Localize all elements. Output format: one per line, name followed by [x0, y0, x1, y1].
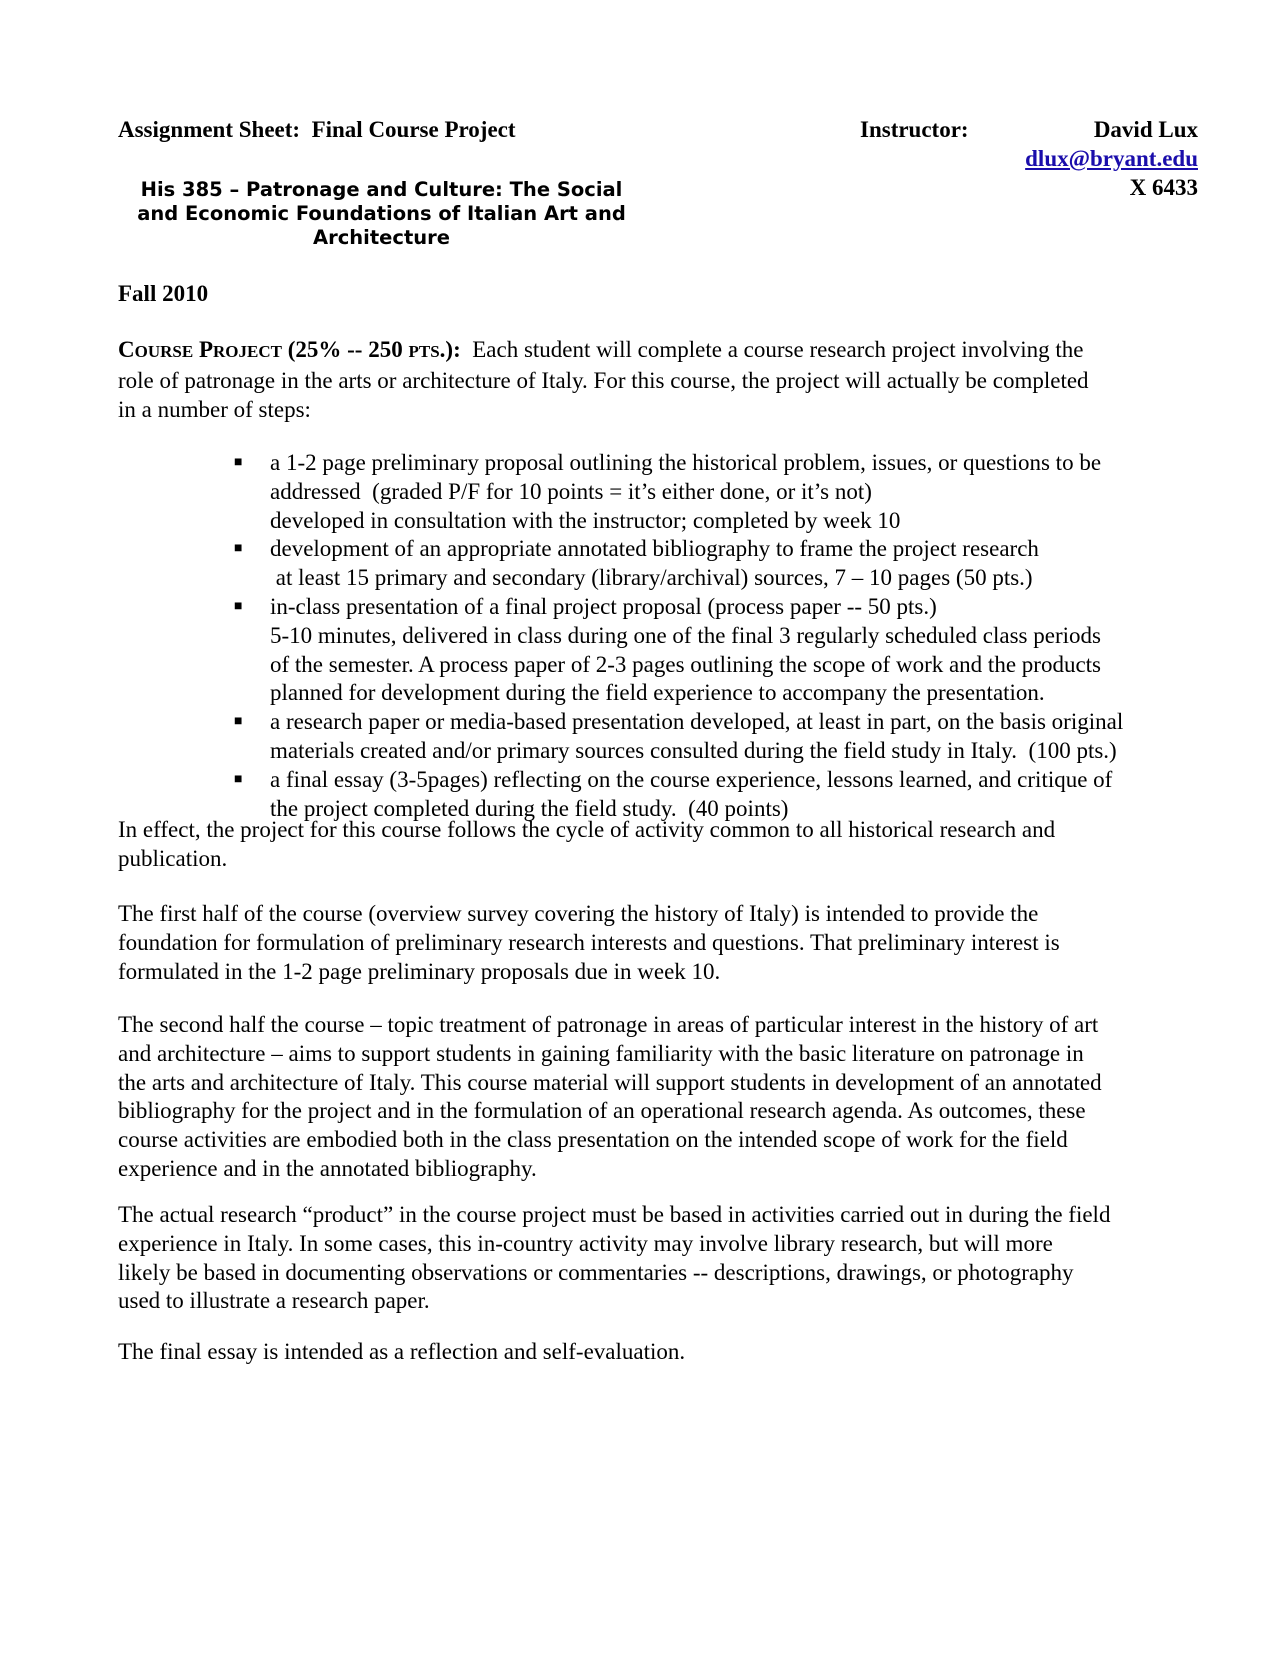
paragraph-line: used to illustrate a research paper.: [118, 1288, 430, 1314]
paragraph-line: likely be based in documenting observations or commentaries -- descriptions, drawings, or photography: [118, 1259, 1074, 1285]
bullet-icon: ■: [234, 598, 243, 614]
project-step-item: [118, 535, 1208, 593]
intro-text: role of patronage in the arts or architecture of Italy. For this course, the project will actually be completed: [118, 367, 1089, 393]
paragraph-line: The first half of the course (overview survey covering the history of Italy) is intended to provide the: [118, 901, 1039, 926]
project-step-item: [118, 766, 1208, 824]
step-text-line: the project completed during the field study. (40 points): [270, 795, 789, 821]
project-step-item: [118, 593, 1208, 708]
project-steps-list: [118, 449, 1208, 823]
body-paragraph: [118, 816, 1213, 874]
document-page: [118, 116, 1198, 1364]
step-text-line: planned for development during the field experience to accompany the presentation.: [270, 680, 1045, 706]
paragraph-line: formulated in the 1-2 page preliminary proposals due in week 10.: [118, 958, 721, 984]
paragraph-line: and architecture – aims to support students in gaining familiarity with the basic literature on patronage in: [118, 1040, 1084, 1066]
instructor-phone: X 6433: [1129, 174, 1198, 200]
paragraph-line: experience and in the annotated bibliography.: [118, 1155, 537, 1181]
project-step-item: [118, 449, 1208, 535]
step-text-line: of the semester. A process paper of 2-3 pages outlining the scope of work and the products: [270, 651, 1101, 677]
paragraph-line: publication.: [118, 845, 228, 871]
bullet-icon: ■: [234, 714, 243, 730]
project-step-item: [118, 708, 1208, 766]
step-text-line: at least 15 primary and secondary (library/archival) sources, 7 – 10 pages (50 pts.): [270, 565, 1033, 591]
paragraph-line: The second half the course – topic treatment of patronage in areas of particular interest in the history of art: [118, 1012, 1099, 1037]
step-text-line: materials created and/or primary sources consulted during the field study in Italy. (100 pts.): [270, 737, 1117, 763]
step-text-line: development of an appropriate annotated bibliography to frame the project research: [270, 536, 1039, 562]
body-paragraph: [118, 1338, 1213, 1367]
step-text-line: a research paper or media-based presentation developed, at least in part, on the basis original: [270, 709, 1124, 735]
paragraph-line: The actual research “product” in the course project must be based in activities carried out in during the field: [118, 1202, 1111, 1227]
body-paragraph: [118, 1201, 1213, 1316]
bullet-icon: ■: [234, 771, 243, 787]
paragraph-line: course activities are embodied both in the class presentation on the intended scope of work for the field: [118, 1127, 1068, 1153]
course-name-line: Architecture: [313, 226, 450, 249]
instructor-label: Instructor:: [860, 117, 969, 142]
course-project-intro: [118, 336, 1208, 424]
term-label: Fall 2010: [118, 281, 209, 306]
course-project-heading: COURSE PROJECT (25% -- 250 PTS.):: [118, 337, 461, 362]
bullet-icon: ■: [234, 541, 243, 557]
assignment-title: Assignment Sheet: Final Course Project: [118, 117, 516, 142]
course-name: [118, 178, 645, 250]
instructor-name: David Lux: [1093, 117, 1198, 142]
step-text-line: 5-10 minutes, delivered in class during one of the final 3 regularly scheduled class periods: [270, 622, 1101, 648]
step-text-line: a 1-2 page preliminary proposal outlining the historical problem, issues, or questions to be: [270, 450, 1102, 475]
paragraph-line: In effect, the project for this course follows the cycle of activity common to all historical research and: [118, 817, 1056, 842]
step-text-line: developed in consultation with the instructor; completed by week 10: [270, 507, 901, 533]
step-text-line: addressed (graded P/F for 10 points = it’s either done, or it’s not): [270, 478, 872, 504]
paragraph-line: bibliography for the project and in the formulation of an operational research agenda. As outcomes, these: [118, 1098, 1086, 1124]
paragraph-line: foundation for formulation of preliminary research interests and questions. That preliminary interest is: [118, 929, 1060, 955]
paragraph-line: the arts and architecture of Italy. This course material will support students in development of an annotated: [118, 1069, 1102, 1095]
course-name-line: His 385 – Patronage and Culture: The Social: [140, 178, 623, 201]
instructor-email-link[interactable]: dlux@bryant.edu: [1025, 145, 1198, 171]
body-paragraph: [118, 900, 1213, 986]
course-name-line: and Economic Foundations of Italian Art and: [137, 202, 626, 225]
intro-text: Each student will complete a course research project involving the: [472, 337, 1084, 362]
paragraph-line: The final essay is intended as a reflection and self-evaluation.: [118, 1339, 686, 1364]
body-paragraph: [118, 1011, 1213, 1184]
instructor-contact: [1025, 116, 1198, 202]
paragraph-line: experience in Italy. In some cases, this in-country activity may involve library research, but will more: [118, 1230, 1053, 1256]
bullet-icon: ■: [234, 455, 243, 470]
intro-text: in a number of steps:: [118, 396, 311, 422]
step-text-line: a final essay (3-5pages) reflecting on the course experience, lessons learned, and critique of: [270, 766, 1113, 792]
step-text-line: in-class presentation of a final project proposal (process paper -- 50 pts.): [270, 593, 937, 619]
